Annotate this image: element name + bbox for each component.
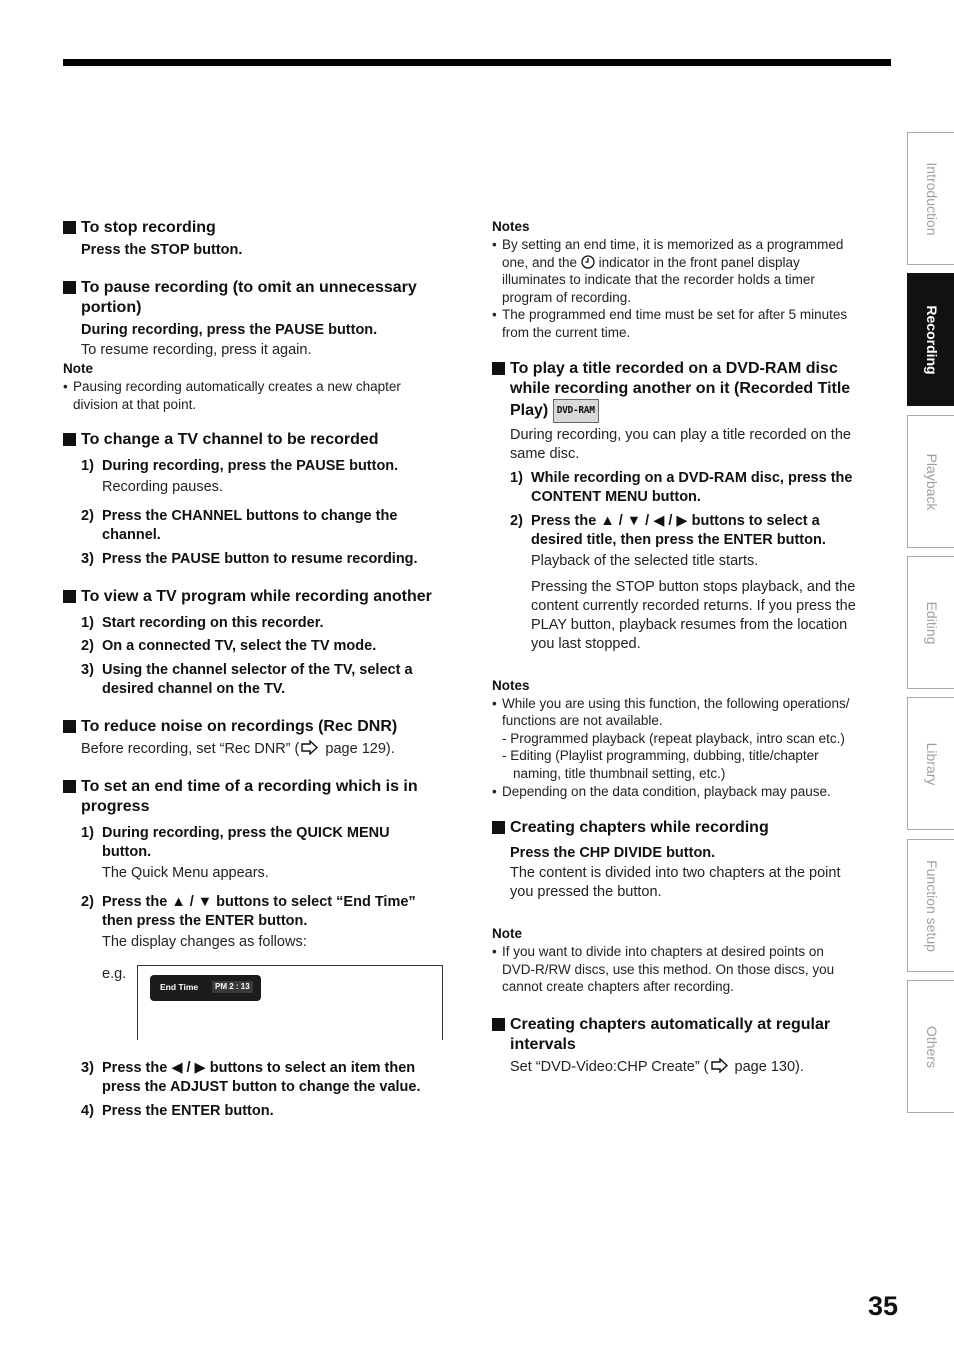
step-detail: Recording pauses.: [102, 479, 223, 496]
step-detail: The Quick Menu appears.: [102, 865, 269, 882]
example-display: [63, 965, 458, 1041]
step-number: 3): [81, 662, 94, 679]
note-text: Pausing recording automatically creates a new chapter: [73, 379, 401, 394]
step-text: press the ADJUST button to change the value.: [102, 1079, 421, 1096]
heading-text: To stop recording: [81, 219, 216, 236]
step-number: 2): [510, 512, 523, 529]
instruction-text: Press the STOP button.: [81, 242, 243, 258]
heading-text: To reduce noise on recordings (Rec DNR): [81, 718, 398, 736]
step-number: 1): [510, 469, 523, 486]
note-text: functions are not available.: [502, 713, 663, 729]
heading-text: To set an end time of a recording which is in: [81, 778, 418, 796]
step-text: During recording, press the PAUSE button.: [102, 458, 399, 475]
step-number: 1): [81, 825, 94, 842]
tab-label: Recording: [923, 304, 940, 375]
tab-function-setup[interactable]: [907, 839, 954, 972]
step-text: Press the PAUSE button to resume recording.: [102, 551, 418, 568]
square-bullet-icon: [63, 221, 76, 234]
step-paragraph: [492, 578, 892, 654]
step-text: During recording, press the QUICK MENU: [102, 825, 390, 842]
tab-label: Playback: [923, 453, 940, 510]
paragraph-line: Pressing the STOP button stops playback, and the: [531, 578, 856, 595]
note-label: Note: [492, 926, 522, 942]
square-bullet-icon: [63, 433, 76, 446]
tab-label: Function setup: [923, 859, 940, 952]
section-heading-noise: [63, 717, 458, 737]
note-bullet: [492, 306, 892, 341]
page-reference-arrow-icon: [301, 740, 319, 755]
intro-text: [492, 426, 892, 464]
step-item: [63, 824, 458, 862]
notes-label: Notes: [492, 219, 530, 234]
note-text: If you want to divide into chapters at desired points on: [502, 944, 824, 960]
tab-label: Library: [923, 742, 940, 785]
note-subitem: - Editing (Playlist programming, dubbing, title/chapter: [502, 748, 819, 764]
note-bullet: [492, 783, 892, 801]
square-bullet-icon: [492, 362, 505, 375]
detail-line: you pressed the button.: [510, 884, 662, 901]
dvd-ram-badge: DVD-RAM: [553, 399, 599, 423]
square-bullet-icon: [63, 780, 76, 793]
section-heading-view: [63, 587, 458, 607]
note-bullet: [492, 695, 892, 730]
tab-editing[interactable]: [907, 556, 954, 689]
square-bullet-icon: [492, 1018, 505, 1031]
step-text: desired channel on the TV.: [102, 681, 286, 698]
step-text: Press the ◀ / ▶ buttons to select an item then: [102, 1060, 416, 1077]
instruction-text: Press the CHP DIVIDE button.: [510, 845, 716, 862]
step-number: 4): [81, 1103, 94, 1120]
heading-text: Play): [510, 401, 549, 419]
detail-text: To resume recording, press it again.: [81, 342, 312, 358]
heading-text: To pause recording (to omit an unnecessary: [81, 279, 417, 296]
section-heading-channel: [63, 430, 458, 450]
note-text: DVD-R/RW discs, use this method. On those discs, you: [502, 961, 835, 977]
heading-text: To change a TV channel to be recorded: [81, 431, 379, 449]
step-text: then press the ENTER button.: [102, 913, 308, 930]
square-bullet-icon: [63, 720, 76, 733]
step-item: [63, 1059, 458, 1097]
tab-label: Editing: [923, 601, 940, 644]
step-item: [63, 661, 458, 699]
note-text: By setting an end time, it is memorized as a programmed: [502, 237, 844, 252]
reference-text-post: page 129).: [321, 741, 395, 758]
square-bullet-icon: [63, 281, 76, 294]
step-number: 3): [81, 1060, 94, 1077]
paragraph-line: content currently recorded returns. If you press the: [531, 597, 856, 614]
detail-line: The content is divided into two chapters at the point: [510, 865, 841, 882]
intro-line: During recording, you can play a title recorded on the: [510, 426, 851, 443]
intro-line: same disc.: [510, 445, 580, 462]
note-text: illuminates to indicate that the recorder holds a timer: [502, 272, 815, 288]
note-text: indicator in the front panel display: [598, 254, 800, 270]
screen-frame: [137, 965, 443, 1040]
section-heading-endtime: [63, 777, 458, 817]
step-item: [492, 512, 892, 550]
note-bullet: [63, 378, 458, 413]
step-item: [63, 637, 458, 656]
step-text: channel.: [102, 527, 161, 544]
step-item: [63, 550, 458, 569]
step-text: Press the ▲ / ▼ / ◀ / ▶ buttons to select a: [531, 512, 820, 529]
section-heading-pause: [63, 278, 458, 318]
note-text: While you are using this function, the following operations/: [502, 695, 850, 711]
tab-introduction[interactable]: [907, 132, 954, 265]
step-text: CONTENT MENU button.: [531, 488, 701, 505]
reference-text: [63, 740, 458, 759]
step-item: [63, 1102, 458, 1121]
heading-text: To view a TV program while recording another: [81, 588, 432, 606]
reference-text: [492, 1058, 892, 1077]
step-number: 3): [81, 551, 94, 568]
step-text: Start recording on this recorder.: [102, 615, 324, 632]
step-text: button.: [102, 844, 152, 861]
step-text: On a connected TV, select the TV mode.: [102, 638, 377, 655]
square-bullet-icon: [492, 821, 505, 834]
step-text: Press the ENTER button.: [102, 1103, 274, 1120]
step-item: [63, 614, 458, 633]
instruction-text: During recording, press the PAUSE button.: [81, 322, 378, 338]
heading-text: progress: [81, 798, 150, 816]
square-bullet-icon: [63, 590, 76, 603]
step-detail: The display changes as follows:: [102, 934, 307, 951]
step-text: Press the CHANNEL buttons to change the: [102, 508, 398, 525]
tab-recording[interactable]: [907, 273, 954, 406]
heading-text: Creating chapters while recording: [510, 819, 769, 837]
page-reference-arrow-icon: [711, 1058, 729, 1073]
note-text: Depending on the data condition, playback may pause.: [502, 783, 831, 799]
osd-label: End Time: [160, 982, 199, 993]
step-item: [63, 893, 458, 931]
reference-text-pre: Before recording, set “Rec DNR” (: [81, 741, 300, 758]
example-label: e.g.: [102, 966, 127, 983]
section-heading-chapters: [492, 818, 892, 838]
step-item: [63, 457, 458, 476]
note-text: one, and the: [502, 254, 578, 270]
heading-text: To play a title recorded on a DVD-RAM disc: [510, 359, 838, 377]
notes-label: Notes: [492, 677, 530, 693]
note-subitem: naming, title thumbnail setting, etc.): [513, 765, 726, 781]
note-text: program of recording.: [502, 289, 632, 305]
clock-indicator-icon: [581, 255, 595, 269]
step-number: 1): [81, 458, 94, 475]
page-number: 35: [868, 1291, 899, 1321]
step-detail: Playback of the selected title starts.: [531, 552, 759, 569]
step-text: Using the channel selector of the TV, select a: [102, 662, 413, 679]
note-subitem: - Programmed playback (repeat playback, intro scan etc.): [502, 730, 845, 746]
note-label: Note: [63, 361, 93, 376]
step-number: 2): [81, 638, 94, 655]
note-bullet: [492, 943, 892, 996]
note-bullet: [492, 236, 892, 306]
section-heading-auto-chapters: [492, 1015, 892, 1055]
step-text: While recording on a DVD-RAM disc, press the: [531, 469, 853, 486]
reference-text-pre: Set “DVD-Video:CHP Create” (: [510, 1058, 709, 1075]
tab-label: Others: [923, 1025, 940, 1068]
paragraph-line: PLAY button, playback resumes from the location: [531, 616, 848, 633]
step-text: Press the ▲ / ▼ buttons to select “End Time”: [102, 894, 416, 911]
heading-text: Creating chapters automatically at regular: [510, 1015, 831, 1033]
note-text: from the current time.: [502, 324, 631, 340]
note-text: division at that point.: [73, 396, 197, 412]
heading-text: while recording another on it (Recorded Title: [510, 379, 851, 397]
step-number: 2): [81, 508, 94, 525]
step-text: desired title, then press the ENTER button.: [531, 531, 826, 548]
reference-text-post: page 130).: [730, 1058, 804, 1075]
heading-text: portion): [81, 299, 142, 316]
top-rule: [63, 59, 891, 66]
osd-time-value: PM 2 : 13: [212, 981, 253, 993]
section-heading-dvdram: [492, 359, 892, 423]
step-number: 2): [81, 894, 94, 911]
note-text: The programmed end time must be set for after 5 minutes: [502, 307, 848, 323]
left-column: [63, 218, 458, 1121]
paragraph-line: you last stopped.: [531, 635, 641, 652]
note-text: cannot create chapters after recording.: [502, 979, 734, 995]
tab-library[interactable]: [907, 697, 954, 830]
detail-text: [492, 864, 892, 902]
end-time-osd: [150, 975, 261, 1001]
step-number: 1): [81, 615, 94, 632]
tab-playback[interactable]: [907, 415, 954, 548]
tab-others[interactable]: [907, 980, 954, 1113]
step-item: [492, 469, 892, 507]
heading-text: intervals: [510, 1035, 576, 1053]
section-heading-stop: [63, 218, 458, 238]
step-item: [63, 507, 458, 545]
right-column: [492, 218, 892, 1077]
tab-label: Introduction: [923, 161, 940, 236]
